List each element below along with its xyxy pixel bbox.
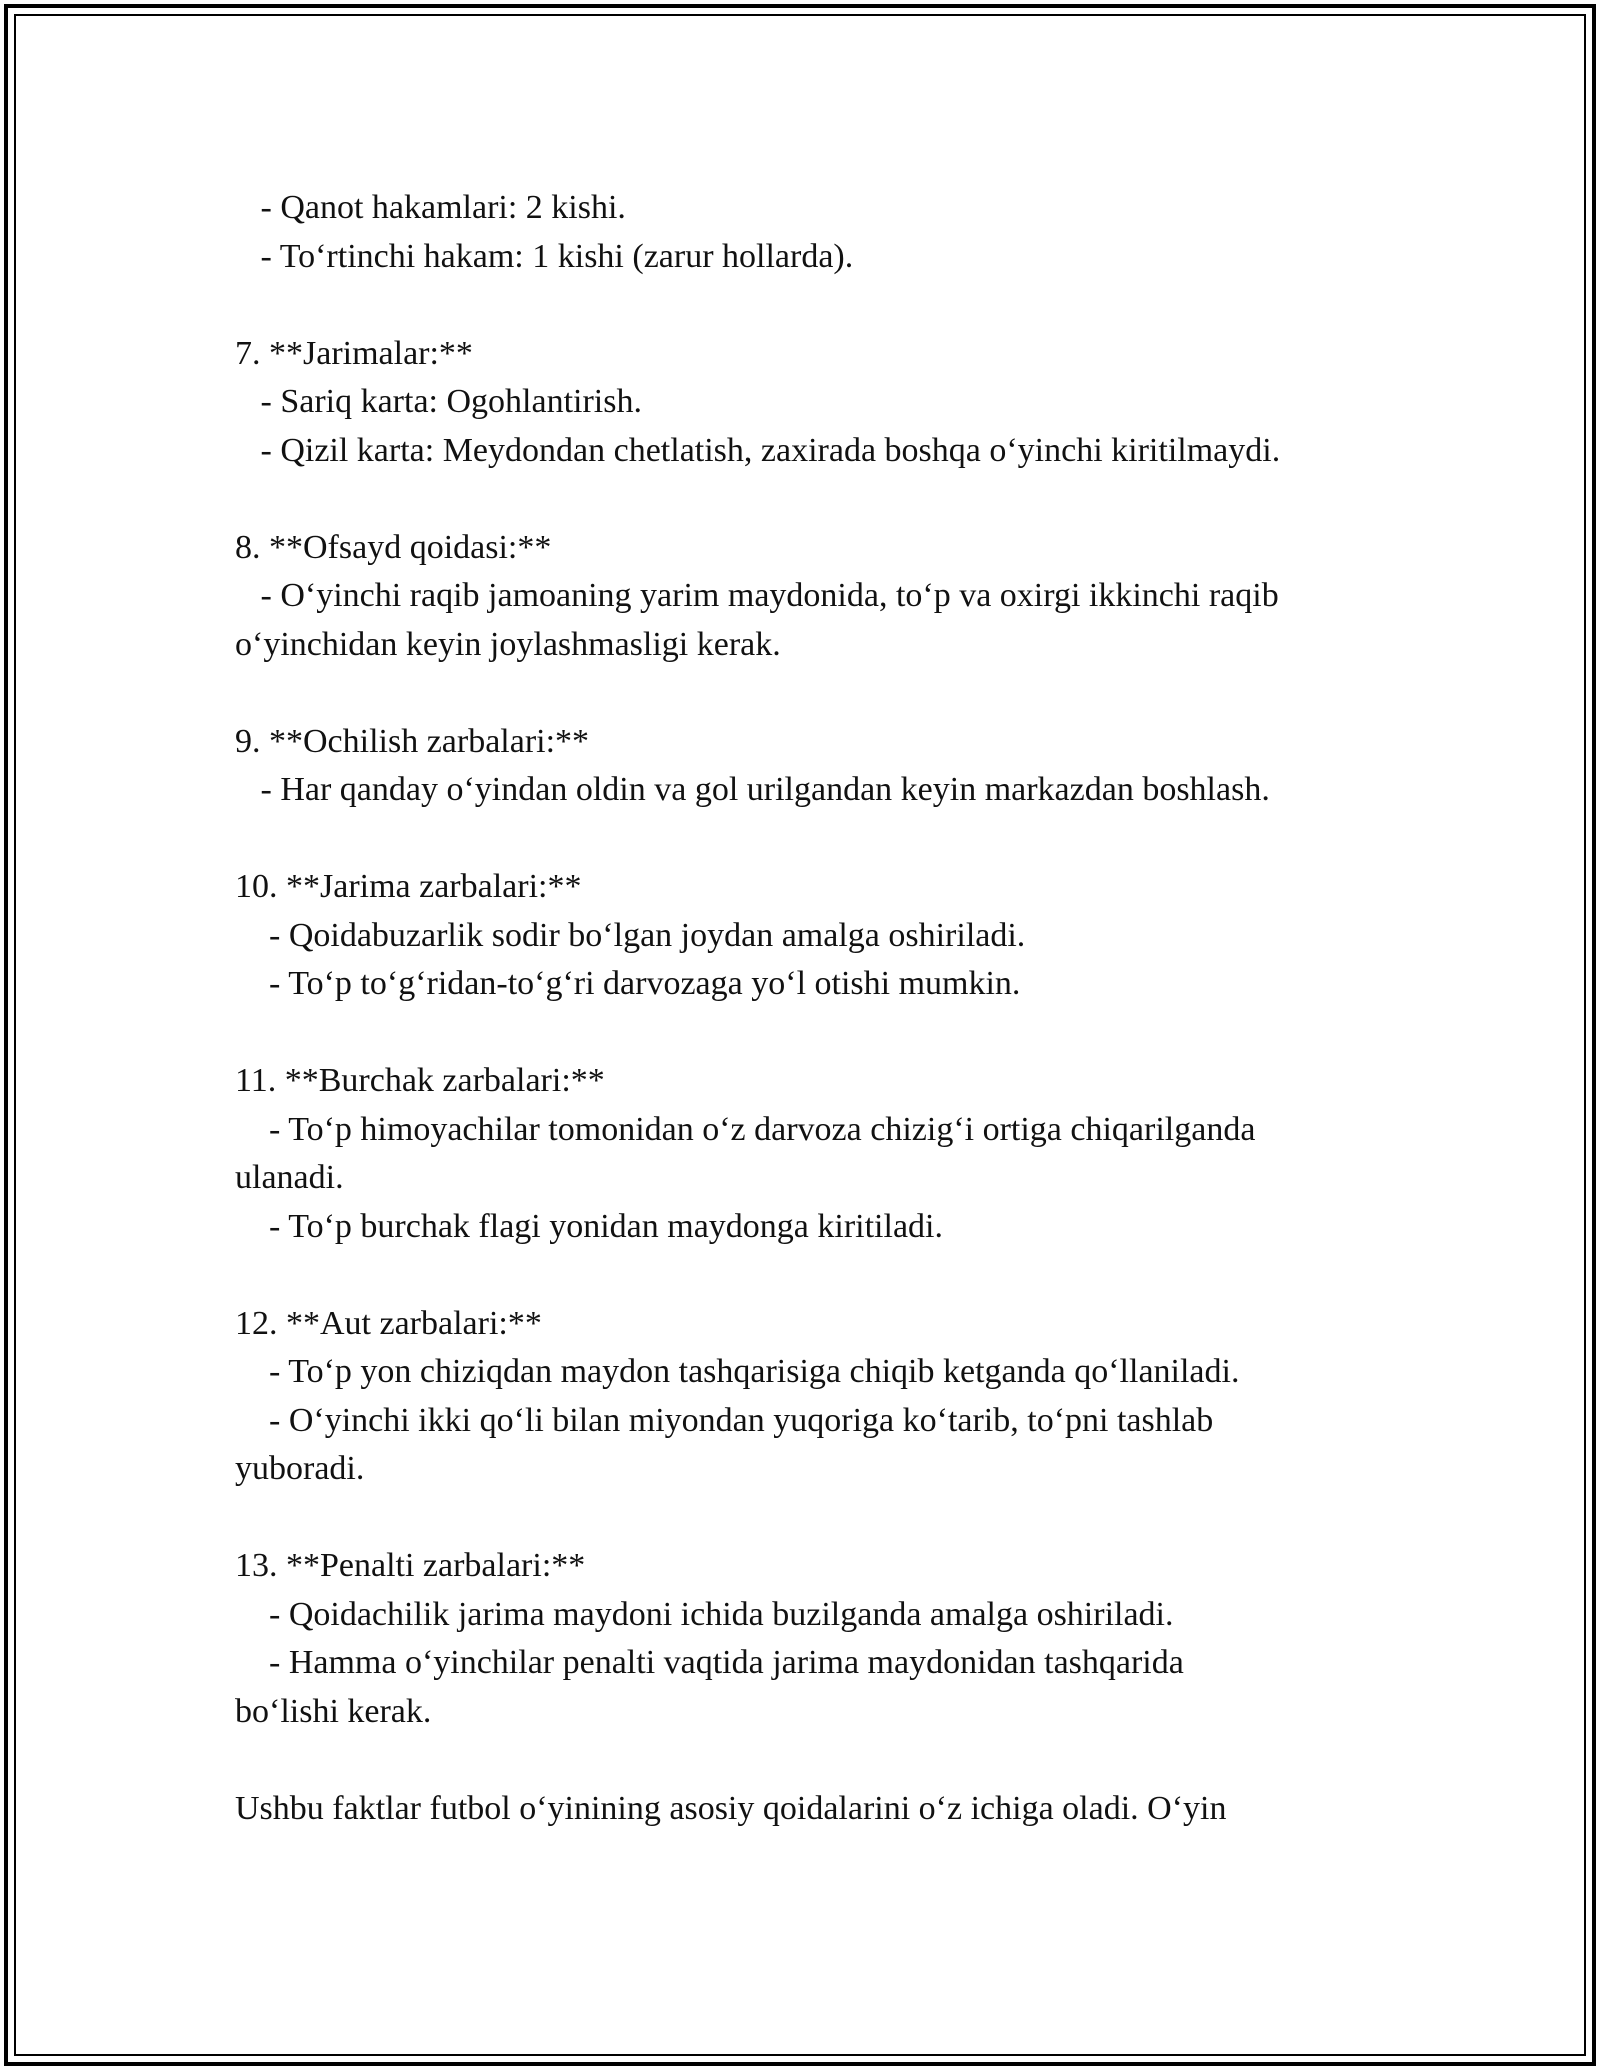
blank-line [235,815,1375,864]
text-line: bo‘lishi kerak. [235,1692,432,1730]
text-line: - O‘yinchi raqib jamoaning yarim maydonida, to‘p va oxirgi ikkinchi raqib [235,577,1279,614]
section-heading: 8. **Ofsayd qoidasi:** [235,528,552,566]
text-line: - To‘p himoyachilar tomonidan o‘z darvoza chizig‘i ortiga chiqarilganda [235,1110,1256,1148]
text-line: - Har qanday o‘yindan oldin va gol urilgandan keyin markazdan boshlash. [235,771,1270,808]
text-line: - Qizil karta: Meydondan chetlatish, zaxirada boshqa o‘yinchi kiritilmaydi. [235,431,1281,469]
section-heading: 12. **Aut zarbalari:** [235,1304,542,1342]
text-line: - Qanot hakamlari: 2 kishi. [235,189,626,226]
text-line: - Qoidachilik jarima maydoni ichida buzilganda amalga oshiriladi. [235,1595,1174,1633]
text-line: - To‘p yon chiziqdan maydon tashqarisiga chiqib ketganda qo‘llaniladi. [235,1353,1240,1390]
text-line: - To‘p to‘g‘ridan-to‘g‘ri darvozaga yo‘l otishi mumkin. [235,965,1021,1002]
document-body [235,184,1375,1833]
closing-paragraph: Ushbu faktlar futbol o‘yinining asosiy qoidalarini o‘z ichiga oladi. O‘yin [235,1789,1227,1827]
section-heading: 10. **Jarima zarbalari:** [235,868,582,905]
text-line: - To‘p burchak flagi yonidan maydonga kiritiladi. [235,1207,943,1245]
blank-line [235,1009,1375,1058]
blank-line [235,475,1375,524]
text-line: o‘yinchidan keyin joylashmasligi kerak. [235,625,781,663]
text-line: ulanadi. [235,1159,344,1196]
section-heading: 13. **Penalti zarbalari:** [235,1547,586,1584]
text-line: - Qoidabuzarlik sodir bo‘lgan joydan amalga oshiriladi. [235,916,1026,954]
text-line: - Sariq karta: Ogohlantirish. [235,383,642,420]
section-heading: 9. **Ochilish zarbalari:** [235,722,590,760]
section-heading: 7. **Jarimalar:** [235,334,473,372]
blank-line [235,669,1375,718]
blank-line [235,1494,1375,1543]
blank-line [235,1251,1375,1300]
blank-line [235,1736,1375,1785]
blank-line [235,281,1375,330]
section-heading: 11. **Burchak zarbalari:** [235,1062,605,1099]
text-line: - Hamma o‘yinchilar penalti vaqtida jarima maydonidan tashqarida [235,1644,1184,1681]
text-line: yuboradi. [235,1450,365,1487]
text-line: - To‘rtinchi hakam: 1 kishi (zarur hollarda). [235,237,854,275]
text-line: - O‘yinchi ikki qo‘li bilan miyondan yuqoriga ko‘tarib, to‘pni tashlab [235,1401,1214,1439]
